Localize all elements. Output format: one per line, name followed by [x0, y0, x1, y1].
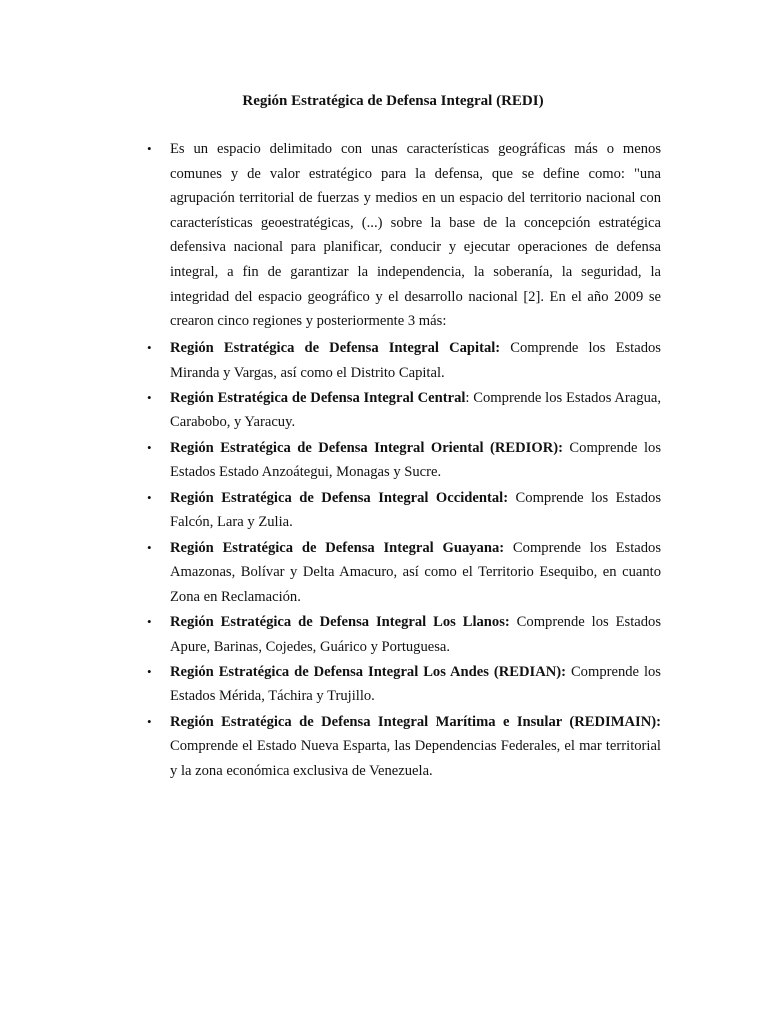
region-name: Región Estratégica de Defensa Integral Guayana:	[170, 539, 505, 556]
list-item	[144, 536, 661, 610]
bullet-icon: •	[147, 663, 152, 679]
list-item	[144, 336, 661, 385]
region-name: Región Estratégica de Defensa Integral Los Andes (REDIAN):	[170, 663, 567, 680]
intro-paragraph	[144, 137, 661, 334]
bullet-icon: •	[147, 141, 152, 156]
list-item	[144, 610, 661, 659]
bullet-icon: •	[147, 340, 152, 355]
list-item	[144, 486, 661, 535]
region-name: Región Estratégica de Defensa Integral Marítima e Insular (REDIMAIN):	[170, 713, 661, 730]
region-name: Región Estratégica de Defensa Integral Los Llanos:	[170, 613, 510, 630]
list-item	[144, 436, 661, 485]
document-title: Región Estratégica de Defensa Integral (REDI)	[242, 93, 544, 109]
bullet-icon: •	[147, 613, 152, 629]
region-name: Región Estratégica de Defensa Integral Occidental:	[170, 489, 509, 506]
intro-list	[144, 137, 661, 334]
bullet-icon: •	[147, 389, 152, 405]
bullet-icon: •	[147, 539, 152, 555]
list-item	[144, 386, 661, 435]
region-name: Región Estratégica de Defensa Integral Central	[170, 389, 466, 406]
list-item	[144, 660, 661, 709]
intro-text: Es un espacio delimitado con unas características geográficas más o menos comunes y de valor estratégico para la defensa, que se define como: "una agrupación territorial de fuerzas y medios en un espacio del territorio nacional con características geoestratégicas, (...) sobre la base de la concepción estratégica defensiva nacional para planificar, conducir y ejecutar operaciones de defensa integral, a fin de garantizar la independencia, la soberanía, la seguridad, la integridad del espacio geográfico y el desarrollo nacional [2]. En el año 2009 se crearon cinco regiones y posteriormente 3 más:	[170, 141, 661, 330]
region-description: Comprende el Estado Nueva Esparta, las Dependencias Federales, el mar territorial y la zona económica exclusiva de Venezuela.	[170, 738, 661, 779]
regions-list	[144, 336, 661, 784]
region-name: Región Estratégica de Defensa Integral Capital:	[170, 340, 501, 356]
region-description: Comprende los Estados Falcón, Lara y Zulia.	[170, 489, 661, 531]
region-name: Región Estratégica de Defensa Integral Oriental (REDIOR):	[170, 439, 563, 456]
region-description: Comprende los Estados Mérida, Táchira y Trujillo.	[170, 663, 661, 705]
region-description: Comprende los Estados Miranda y Vargas, así como el Distrito Capital.	[170, 340, 661, 381]
list-item	[144, 710, 661, 784]
bullet-icon: •	[147, 489, 152, 505]
region-description: : Comprende los Estados Aragua, Carabobo, y Yaracuy.	[170, 389, 661, 431]
region-description: Comprende los Estados Amazonas, Bolívar y Delta Amacuro, así como el Territorio Esequibo, en cuanto Zona en Reclamación.	[170, 539, 662, 605]
region-description: Comprende los Estados Estado Anzoátegui, Monagas y Sucre.	[170, 439, 661, 481]
region-description: Comprende los Estados Apure, Barinas, Cojedes, Guárico y Portuguesa.	[170, 613, 661, 655]
bullet-icon: •	[147, 713, 152, 729]
bullet-icon: •	[147, 439, 152, 455]
